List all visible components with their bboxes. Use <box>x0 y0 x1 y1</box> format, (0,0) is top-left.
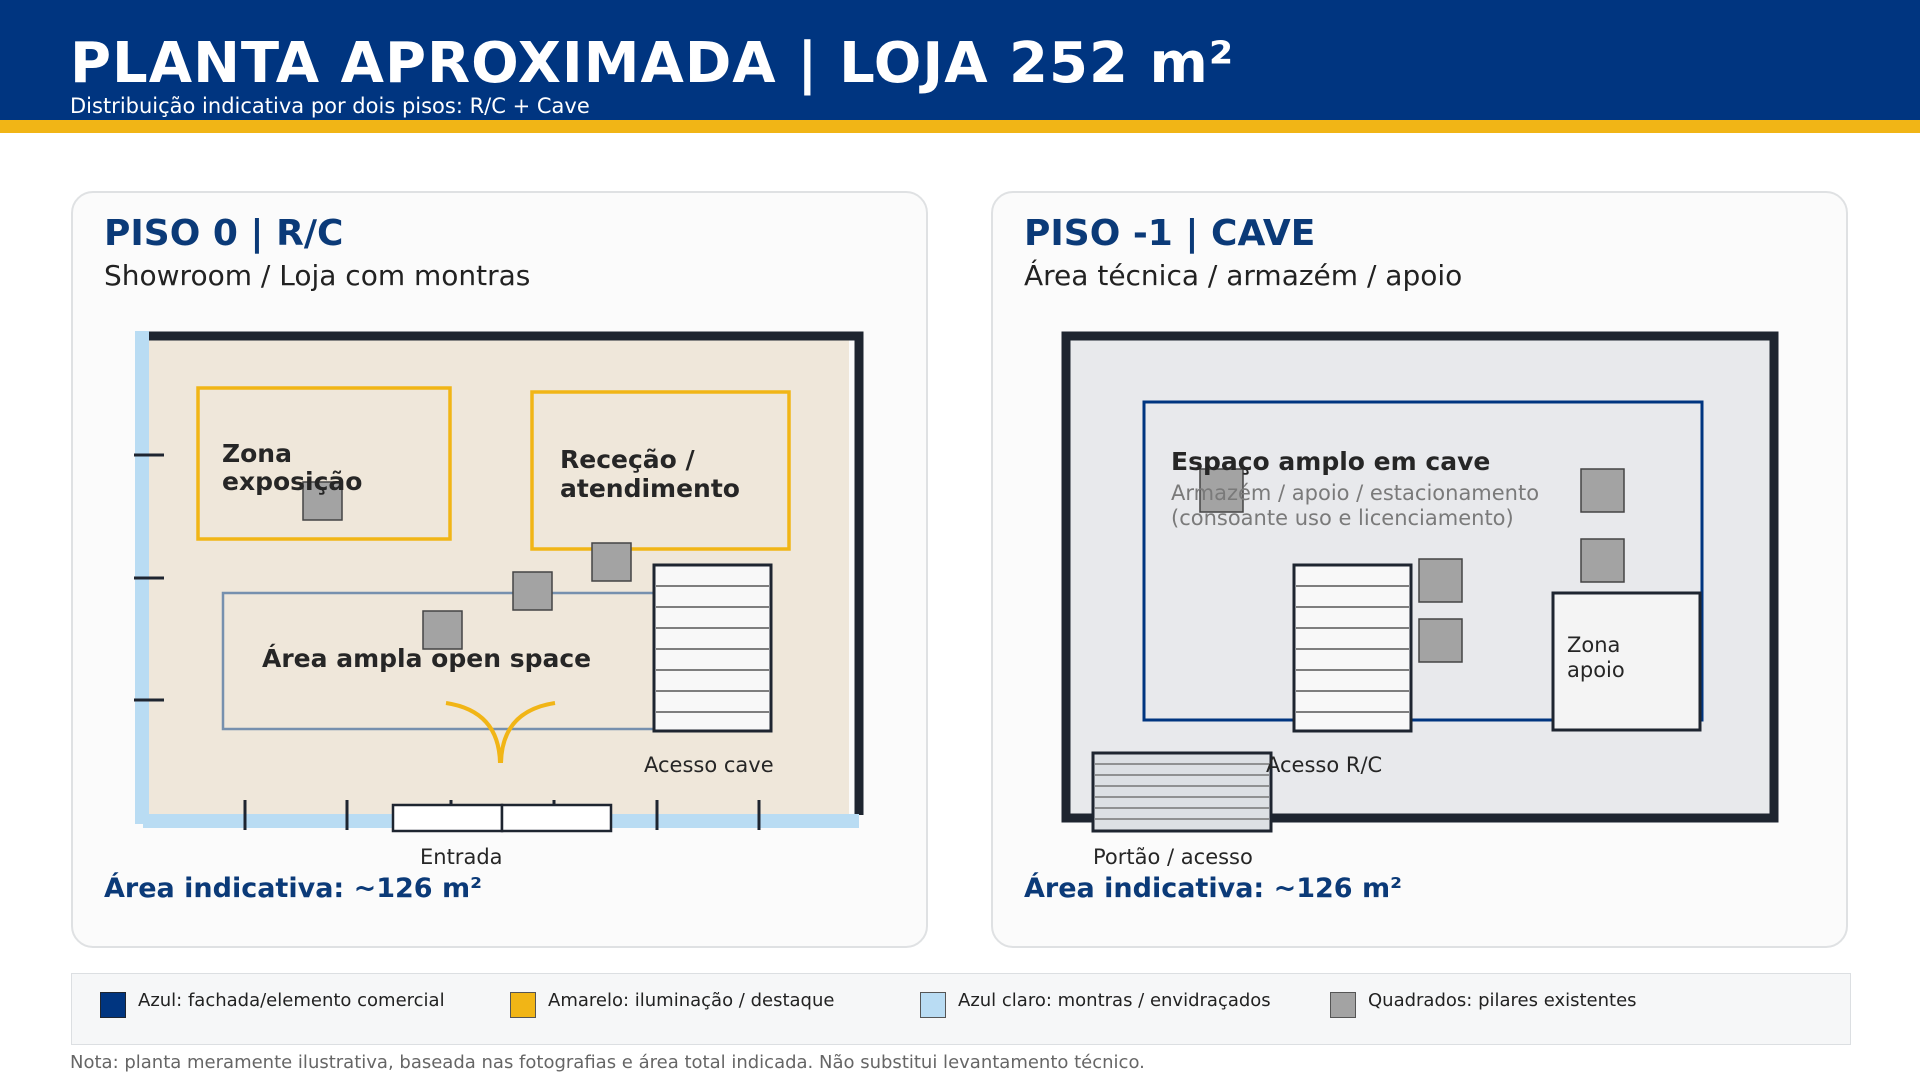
footnote: Nota: planta meramente ilustrativa, baseada nas fotografias e área total indicada. Não substitui levantamento técnico. <box>70 1052 1145 1073</box>
pillar <box>1419 559 1462 602</box>
pillar <box>1581 469 1624 512</box>
pillar <box>1581 539 1624 582</box>
stairs-label: Acesso R/C <box>1266 753 1383 777</box>
stairs-label: Acesso cave <box>644 753 774 777</box>
floor1-plan <box>993 193 1850 950</box>
legend-label: Quadrados: pilares existentes <box>1368 990 1637 1011</box>
legend <box>71 973 1851 1045</box>
zone-exposicao-label: exposição <box>222 467 363 496</box>
legend-swatch-blue <box>100 992 126 1018</box>
zone-rececao-label: Receção / <box>560 445 695 474</box>
floor1-area: Área indicativa: ~126 m² <box>1024 873 1402 904</box>
entrance-door-right <box>502 805 611 831</box>
floor0-title: PISO 0 | R/C <box>104 213 344 254</box>
legend-label: Azul claro: montras / envidraçados <box>958 990 1271 1011</box>
main-space-desc: Armazém / apoio / estacionamento <box>1171 481 1540 505</box>
pillar <box>1419 619 1462 662</box>
page-subtitle: Distribuição indicativa por dois pisos: R/C + Cave <box>70 94 590 118</box>
floor1-subtitle: Área técnica / armazém / apoio <box>1024 259 1463 292</box>
entrance-door-left <box>393 805 502 831</box>
gate-label: Portão / acesso <box>1093 845 1253 869</box>
page-title: PLANTA APROXIMADA | LOJA 252 m² <box>70 31 1235 96</box>
stairs-to-cave <box>654 565 771 731</box>
legend-swatch-light-blue <box>920 992 946 1018</box>
floor0-subtitle: Showroom / Loja com montras <box>104 259 531 292</box>
main-space-label: Espaço amplo em cave <box>1171 447 1491 476</box>
zone-rececao-label: atendimento <box>560 474 740 503</box>
zone-exposicao-label: Zona <box>222 439 292 468</box>
support-label: apoio <box>1567 658 1625 682</box>
legend-swatch-grey <box>1330 992 1356 1018</box>
pillar <box>592 543 631 581</box>
floor0-panel <box>71 191 928 948</box>
legend-swatch-yellow <box>510 992 536 1018</box>
stairs-to-rc <box>1294 565 1411 731</box>
header-accent-stripe <box>0 120 1920 133</box>
entrance-label: Entrada <box>420 845 503 869</box>
floor1-title: PISO -1 | CAVE <box>1024 213 1316 254</box>
legend-label: Amarelo: iluminação / destaque <box>548 990 835 1011</box>
floor0-plan <box>73 193 930 950</box>
open-space-label: Área ampla open space <box>262 644 592 673</box>
main-space-desc: (consoante uso e licenciamento) <box>1171 506 1514 530</box>
legend-label: Azul: fachada/elemento comercial <box>138 990 445 1011</box>
pillar <box>513 572 552 610</box>
floor1-panel <box>991 191 1848 948</box>
floor0-area: Área indicativa: ~126 m² <box>104 873 482 904</box>
support-label: Zona <box>1567 633 1621 657</box>
